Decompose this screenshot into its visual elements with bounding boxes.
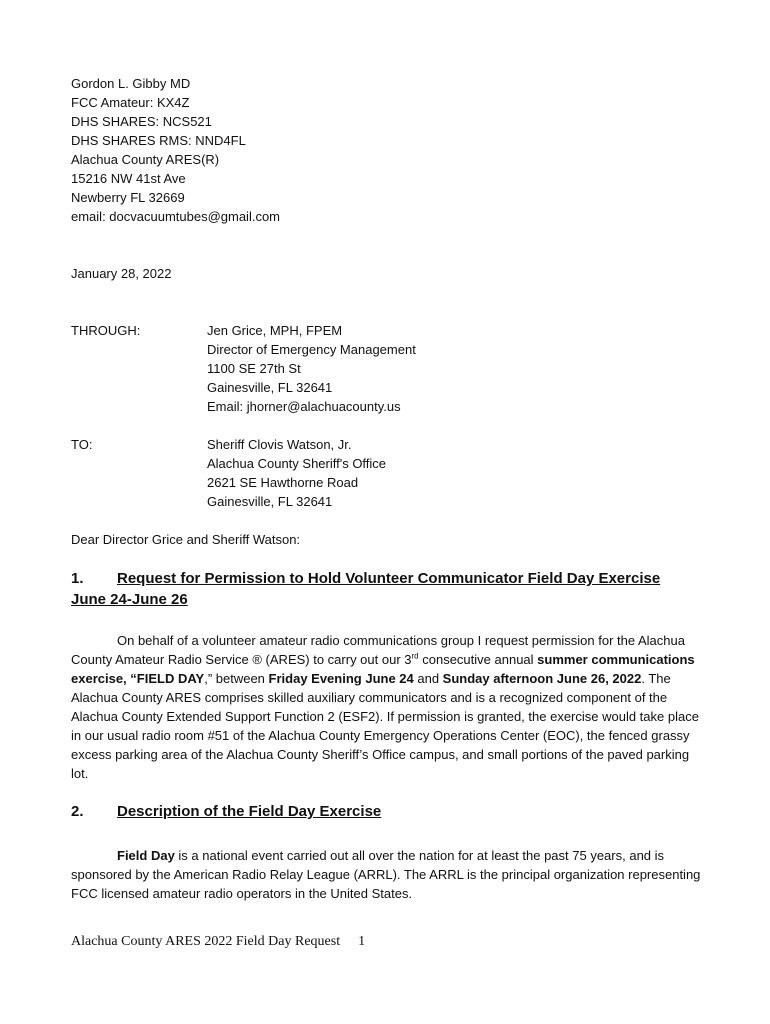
through-line: Gainesville, FL 32641	[207, 380, 333, 395]
through-line: 1100 SE 27th St	[207, 361, 301, 376]
to-line: Gainesville, FL 32641	[207, 494, 333, 509]
section1-title-line2: June 24-June 26	[71, 591, 188, 608]
section1-text: . The Alachua County ARES comprises skilled auxiliary communicators and is a recognized component of the Alachua County Extended Support Function 2 (ESF2). If permission is granted, the exercise would take place in our usual radio room #51 of the Alachua County Emergency Operations Center (EOC), the fenced grassy excess parking area of the Alachua County Sheriff’s Office campus, and small portions of the paved parking lot.	[71, 671, 699, 781]
section2-bold: Field Day	[117, 848, 175, 863]
sender-city: Newberry FL 32669	[71, 190, 185, 205]
sender-dhs-shares-rms: DHS SHARES RMS: NND4FL	[71, 133, 246, 148]
section2-paragraph	[71, 846, 703, 903]
sender-dhs-shares: DHS SHARES: NCS521	[71, 114, 212, 129]
section1-heading-line2	[71, 591, 188, 608]
section1-heading	[71, 570, 660, 587]
section1-text: and	[413, 671, 443, 686]
to-line: Alachua County Sheriff's Office	[207, 456, 387, 471]
sender-email: email: docvacuumtubes@gmail.com	[71, 209, 281, 224]
letter-date: January 28, 2022	[71, 266, 172, 281]
section1-bold: Friday Evening June 24	[268, 671, 414, 686]
page-number: 1	[358, 934, 366, 949]
section2-number: 2.	[71, 803, 84, 820]
section1-bold: summer communications exercise, “FIELD DAY	[71, 652, 695, 686]
sender-fcc: FCC Amateur: KX4Z	[71, 95, 190, 110]
section2-text: is a national event carried out all over the nation for at least the past 75 years, and is sponsored by the American Radio Relay League (ARRL). The ARRL is the principal organization representing FCC licensed amateur radio operators in the United States.	[71, 848, 701, 901]
section1-bold: Sunday afternoon June 26, 2022	[442, 671, 642, 686]
section2-title: Description of the Field Day Exercise	[117, 803, 382, 820]
section1-number: 1.	[71, 570, 84, 587]
through-line: Director of Emergency Management	[207, 342, 416, 357]
salutation: Dear Director Grice and Sheriff Watson:	[71, 532, 301, 547]
section1-text: ,” between	[204, 671, 269, 686]
through-line: Jen Grice, MPH, FPEM	[207, 323, 343, 338]
section1-title-line1: Request for Permission to Hold Volunteer Communicator Field Day Exercise	[117, 570, 661, 587]
footer-text: Alachua County ARES 2022 Field Day Request	[71, 934, 341, 949]
sender-org: Alachua County ARES(R)	[71, 152, 220, 167]
sender-name: Gordon L. Gibby MD	[71, 76, 191, 91]
section1-text: consecutive annual	[418, 652, 538, 667]
to-line: Sheriff Clovis Watson, Jr.	[207, 437, 352, 452]
sender-street: 15216 NW 41st Ave	[71, 171, 186, 186]
through-line: Email: jhorner@alachuacounty.us	[207, 399, 401, 414]
section2-heading	[71, 803, 381, 820]
ordinal-superscript: rd	[411, 651, 419, 661]
page-footer	[71, 934, 365, 950]
section1-paragraph	[71, 631, 703, 783]
section1-text: On behalf of a volunteer amateur radio communications group I request permission for the Alachua County Amateur Radio Service ® (ARES) to carry out our 3	[71, 633, 685, 667]
to-line: 2621 SE Hawthorne Road	[207, 475, 359, 490]
to-label: TO:	[71, 437, 93, 452]
through-label: THROUGH:	[71, 323, 141, 338]
